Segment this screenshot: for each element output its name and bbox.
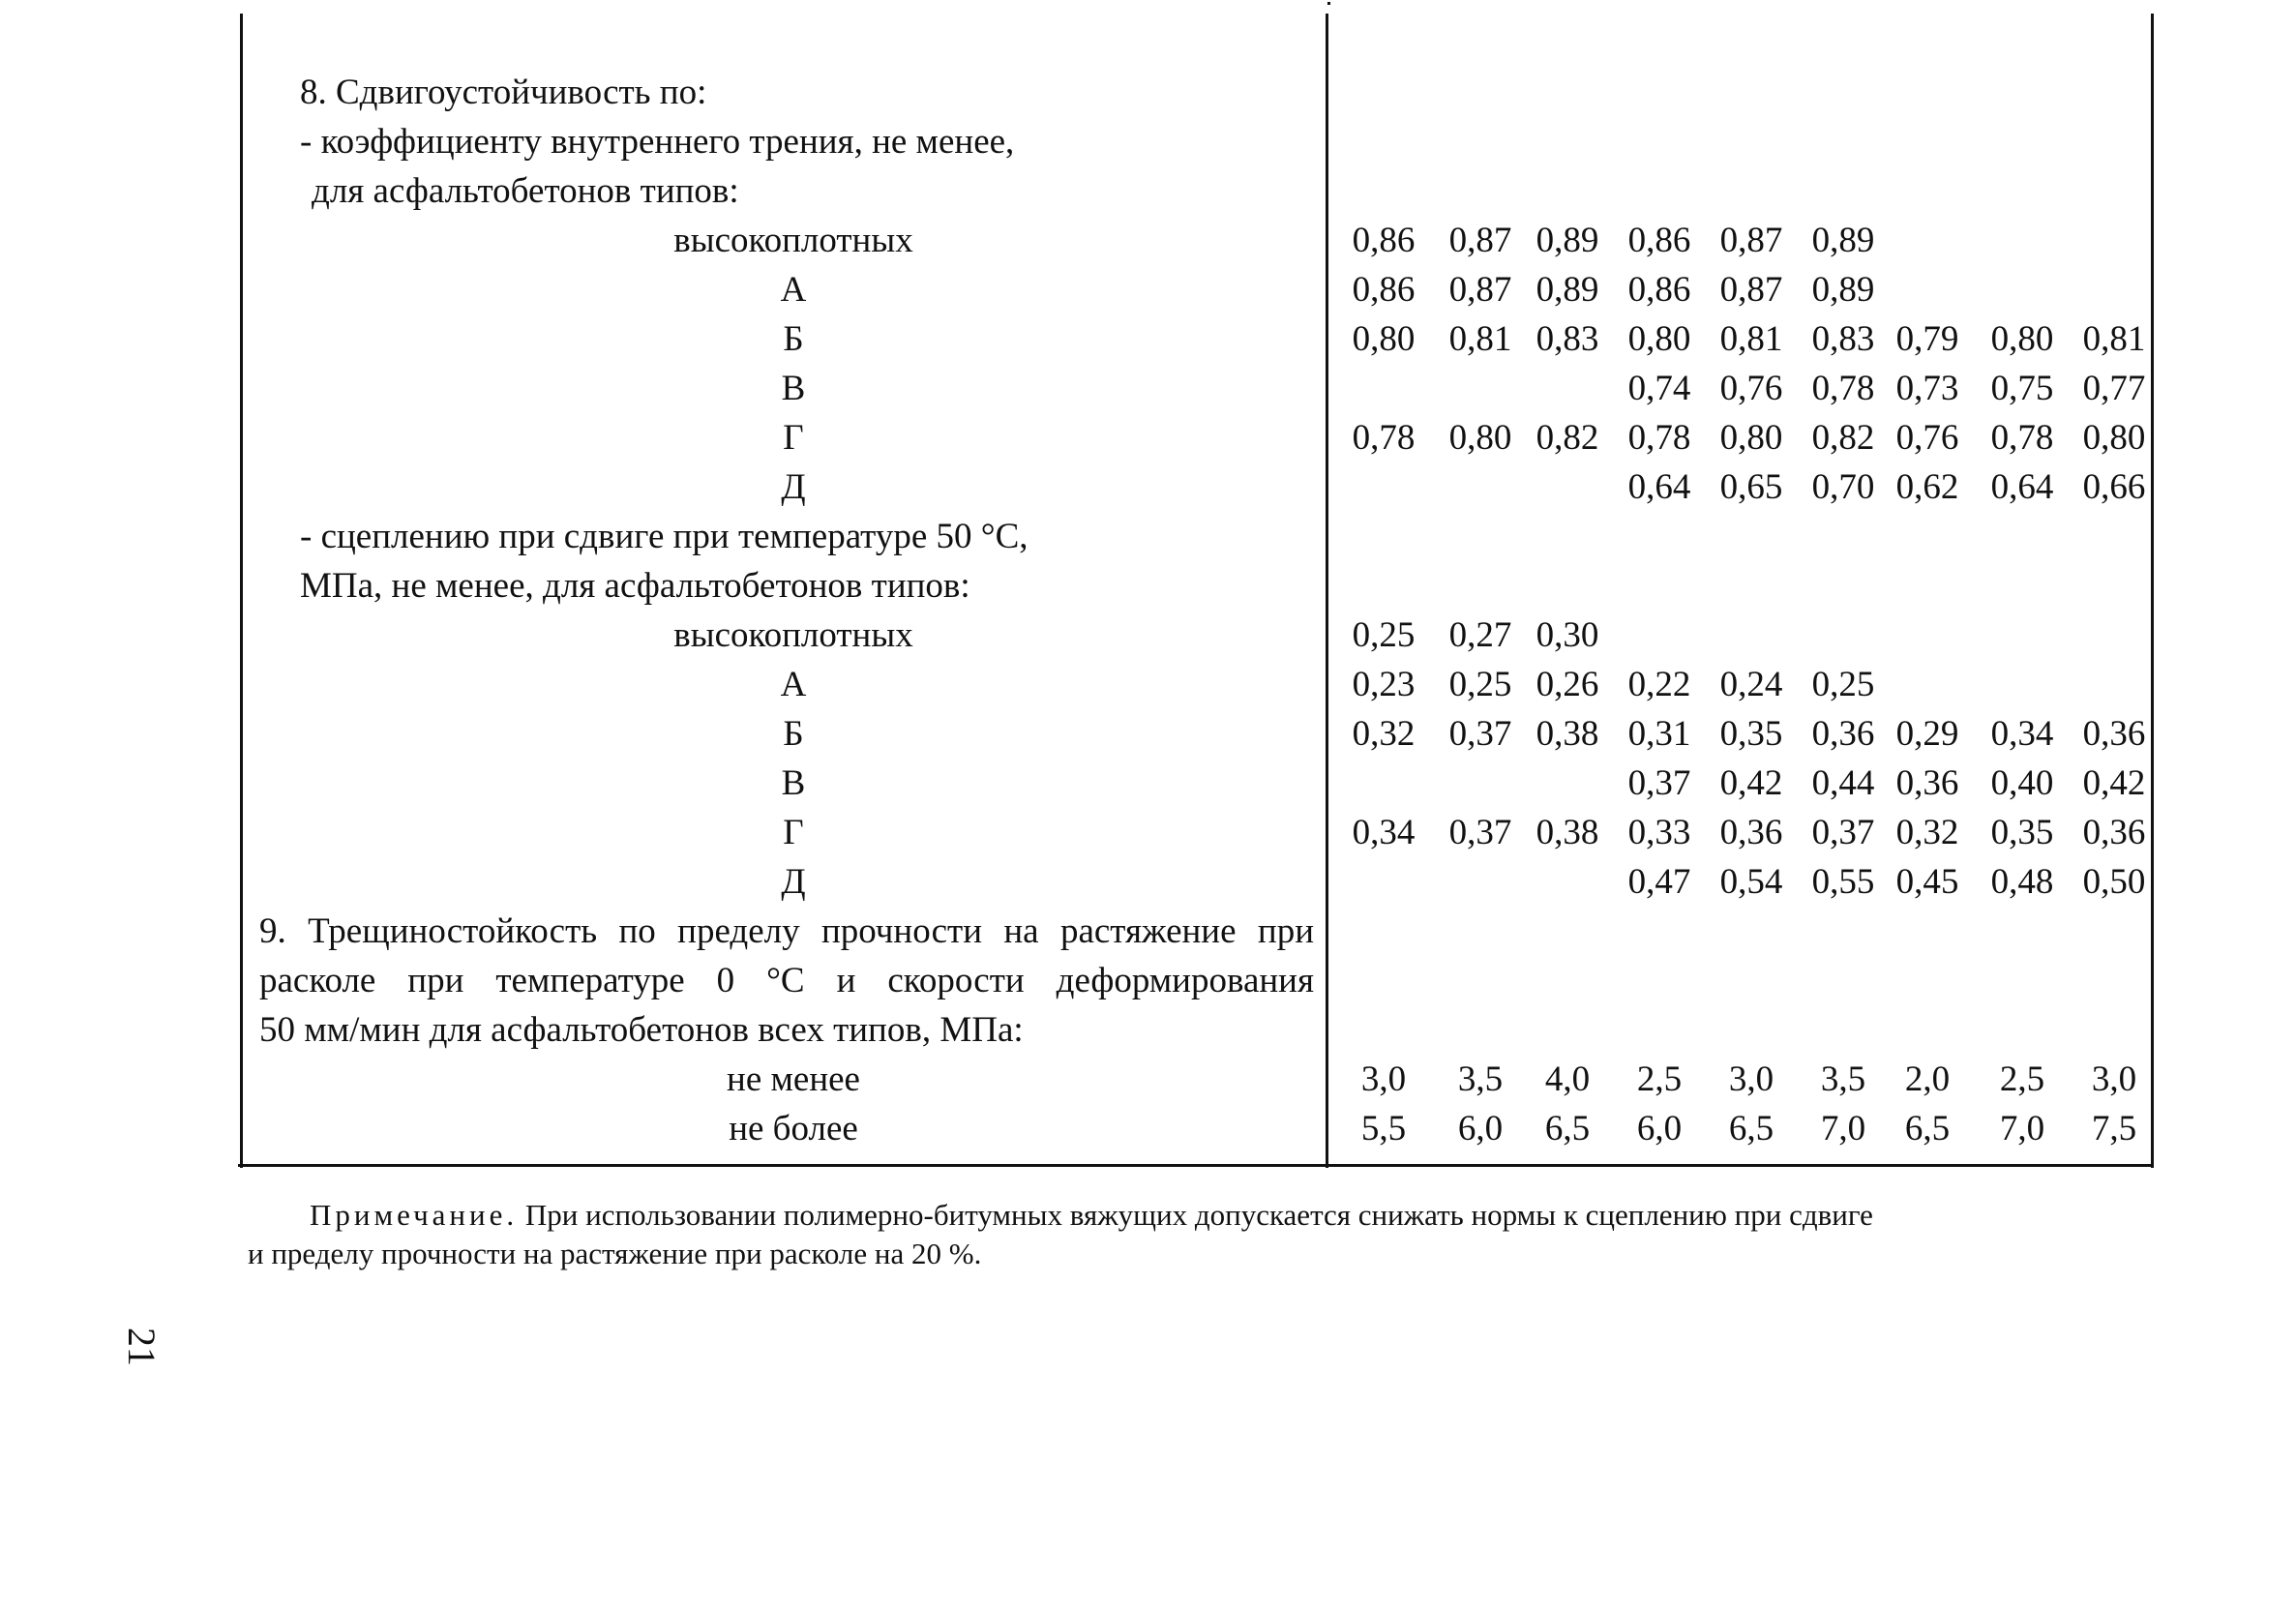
table-cell: 0,32 xyxy=(1352,714,1416,754)
table-cell: 0,35 xyxy=(1990,813,2054,852)
note-label: Примечание. xyxy=(310,1198,519,1232)
table-cell: 0,80 xyxy=(2082,418,2146,458)
table-cell: 0,86 xyxy=(1352,270,1416,310)
table-cell: 0,89 xyxy=(1811,270,1875,310)
cohesion-row-label: высокоплотных xyxy=(673,615,913,655)
table-cell: 0,80 xyxy=(1352,319,1416,359)
table-cell: 0,55 xyxy=(1811,862,1875,902)
table-cell: 0,80 xyxy=(1627,319,1691,359)
table-cell: 0,87 xyxy=(1448,270,1512,310)
table-cell: 0,45 xyxy=(1895,862,1959,902)
table-cell: 0,76 xyxy=(1719,369,1783,408)
table-cell: 0,24 xyxy=(1719,665,1783,704)
table-cell: 6,0 xyxy=(1636,1109,1683,1149)
note-line1 xyxy=(248,1196,2154,1235)
table-cell: 0,89 xyxy=(1536,270,1599,310)
table-cell: 0,62 xyxy=(1895,467,1959,507)
table-cell: 5,5 xyxy=(1360,1109,1407,1149)
table-cell: 3,0 xyxy=(2091,1059,2137,1099)
table-cell: 0,36 xyxy=(2082,714,2146,754)
page-number: 21 xyxy=(120,1328,164,1366)
cohesion-row-label: В xyxy=(781,763,806,803)
table-row xyxy=(1330,861,2151,904)
table-cell: 0,47 xyxy=(1627,862,1691,902)
table-cell: 0,80 xyxy=(1719,418,1783,458)
table-cell: 0,77 xyxy=(2082,369,2146,408)
table-cell: 7,0 xyxy=(1999,1109,2045,1149)
table-cell: 0,48 xyxy=(1990,862,2054,902)
table-cell: 0,70 xyxy=(1811,467,1875,507)
friction-row-label: Г xyxy=(783,418,804,458)
table-cell: 0,87 xyxy=(1719,270,1783,310)
friction-row-label: Б xyxy=(783,319,804,359)
table-column-divider xyxy=(1326,14,1328,1168)
table-cell: 2,0 xyxy=(1904,1059,1951,1099)
friction-heading-line2: для асфальтобетонов типов: xyxy=(312,171,739,211)
friction-row-label: Д xyxy=(781,467,806,507)
table-cell: 0,26 xyxy=(1536,665,1599,704)
cohesion-heading-line1: - сцеплению при сдвиге при температуре 50 °С, xyxy=(300,517,1029,556)
table-cell: 3,5 xyxy=(1457,1059,1504,1099)
table-cell: 0,22 xyxy=(1627,665,1691,704)
table-cell: 2,5 xyxy=(1999,1059,2045,1099)
table-cell: 0,66 xyxy=(2082,467,2146,507)
table-cell: 0,75 xyxy=(1990,369,2054,408)
table-cell: 6,5 xyxy=(1904,1109,1951,1149)
table-cell: 0,42 xyxy=(1719,763,1783,803)
friction-row-label: В xyxy=(781,369,806,408)
table-cell: 6,5 xyxy=(1544,1109,1591,1149)
table-cell: 0,86 xyxy=(1627,221,1691,260)
table-cell: 0,73 xyxy=(1895,369,1959,408)
table-cell: 0,34 xyxy=(1990,714,2054,754)
table-row xyxy=(1330,762,2151,805)
table-cell: 3,5 xyxy=(1820,1059,1866,1099)
table-cell: 0,78 xyxy=(1352,418,1416,458)
table-row xyxy=(1330,466,2151,509)
table-cell: 0,80 xyxy=(1448,418,1512,458)
table-cell: 0,89 xyxy=(1811,221,1875,260)
table-cell: 0,36 xyxy=(2082,813,2146,852)
cohesion-row-label: Г xyxy=(783,813,804,852)
note-text1: При использовании полимерно-битумных вяжущих допускается снижать нормы к сцеплению при сдвиге xyxy=(518,1198,1873,1232)
cracking-row-label: не менее xyxy=(727,1059,860,1099)
table-cell: 7,5 xyxy=(2091,1109,2137,1149)
table-row xyxy=(1330,812,2151,854)
note-paragraph xyxy=(248,1196,2154,1273)
table-row xyxy=(1330,318,2151,361)
table-cell: 0,25 xyxy=(1811,665,1875,704)
table-row xyxy=(1330,368,2151,410)
table-cell: 0,29 xyxy=(1895,714,1959,754)
table-cell: 0,31 xyxy=(1627,714,1691,754)
table-row xyxy=(1330,1108,2151,1150)
table-cell: 0,81 xyxy=(1719,319,1783,359)
table-left-border xyxy=(240,14,243,1168)
table-cell: 4,0 xyxy=(1544,1059,1591,1099)
table-cell: 0,89 xyxy=(1536,221,1599,260)
table-cell: 0,30 xyxy=(1536,615,1599,655)
table-cell: 0,23 xyxy=(1352,665,1416,704)
scan-dot xyxy=(1327,2,1330,5)
table-cell: 0,36 xyxy=(1811,714,1875,754)
table-row xyxy=(1330,269,2151,312)
table-row xyxy=(1330,1059,2151,1101)
table-row xyxy=(1330,713,2151,756)
table-cell: 0,82 xyxy=(1811,418,1875,458)
table-cell: 0,40 xyxy=(1990,763,2054,803)
table-cell: 0,79 xyxy=(1895,319,1959,359)
cohesion-row-label: Д xyxy=(781,862,806,902)
table-row xyxy=(1330,417,2151,460)
table-cell: 0,42 xyxy=(2082,763,2146,803)
cohesion-heading-line2: МПа, не менее, для асфальтобетонов типов: xyxy=(300,566,970,606)
table-cell: 0,82 xyxy=(1536,418,1599,458)
table-row xyxy=(1330,614,2151,657)
table-cell: 0,25 xyxy=(1448,665,1512,704)
table-cell: 0,86 xyxy=(1352,221,1416,260)
table-cell: 0,80 xyxy=(1990,319,2054,359)
table-cell: 0,78 xyxy=(1990,418,2054,458)
table-cell: 0,74 xyxy=(1627,369,1691,408)
friction-heading-line1: - коэффициенту внутреннего трения, не менее, xyxy=(300,122,1015,162)
cohesion-row-label: Б xyxy=(783,714,804,754)
table-cell: 0,64 xyxy=(1990,467,2054,507)
table-cell: 0,33 xyxy=(1627,813,1691,852)
cracking-heading-line3: 50 мм/мин для асфальтобетонов всех типов, МПа: xyxy=(259,1010,1024,1050)
table-cell: 0,54 xyxy=(1719,862,1783,902)
table-cell: 0,78 xyxy=(1627,418,1691,458)
section-8-title: 8. Сдвигоустойчивость по: xyxy=(300,73,707,112)
friction-row-label: А xyxy=(780,270,807,310)
table-cell: 0,50 xyxy=(2082,862,2146,902)
table-cell: 0,83 xyxy=(1536,319,1599,359)
table-right-border xyxy=(2151,14,2154,1168)
table-cell: 0,36 xyxy=(1719,813,1783,852)
note-text2: и пределу прочности на растяжение при расколе на 20 %. xyxy=(248,1237,982,1270)
table-cell: 3,0 xyxy=(1728,1059,1774,1099)
cracking-heading-line2: расколе при температуре 0 °С и скорости деформирования xyxy=(259,961,1314,1000)
table-cell: 0,83 xyxy=(1811,319,1875,359)
table-cell: 0,32 xyxy=(1895,813,1959,852)
table-cell: 0,81 xyxy=(1448,319,1512,359)
table-cell: 0,27 xyxy=(1448,615,1512,655)
table-cell: 0,34 xyxy=(1352,813,1416,852)
cohesion-row-label: А xyxy=(780,665,807,704)
table-cell: 7,0 xyxy=(1820,1109,1866,1149)
table-cell: 0,64 xyxy=(1627,467,1691,507)
friction-row-label: высокоплотных xyxy=(673,221,913,260)
table-cell: 0,76 xyxy=(1895,418,1959,458)
table-cell: 0,65 xyxy=(1719,467,1783,507)
table-cell: 0,37 xyxy=(1811,813,1875,852)
table-cell: 0,37 xyxy=(1448,813,1512,852)
table-cell: 0,37 xyxy=(1627,763,1691,803)
table-cell: 0,81 xyxy=(2082,319,2146,359)
table-cell: 6,0 xyxy=(1457,1109,1504,1149)
table-cell: 0,25 xyxy=(1352,615,1416,655)
table-bottom-border xyxy=(238,1164,2154,1167)
table-cell: 0,35 xyxy=(1719,714,1783,754)
table-row xyxy=(1330,220,2151,262)
cracking-heading-line1: 9. Трещиностойкость по пределу прочности на растяжение при xyxy=(259,911,1314,951)
table-cell: 0,87 xyxy=(1719,221,1783,260)
table-cell: 0,37 xyxy=(1448,714,1512,754)
table-cell: 0,38 xyxy=(1536,813,1599,852)
table-cell: 2,5 xyxy=(1636,1059,1683,1099)
table-cell: 0,86 xyxy=(1627,270,1691,310)
table-cell: 0,87 xyxy=(1448,221,1512,260)
table-cell: 0,36 xyxy=(1895,763,1959,803)
table-cell: 6,5 xyxy=(1728,1109,1774,1149)
cracking-row-label: не более xyxy=(729,1109,858,1149)
table-cell: 3,0 xyxy=(1360,1059,1407,1099)
table-cell: 0,38 xyxy=(1536,714,1599,754)
table-cell: 0,44 xyxy=(1811,763,1875,803)
table-cell: 0,78 xyxy=(1811,369,1875,408)
table-row xyxy=(1330,664,2151,706)
